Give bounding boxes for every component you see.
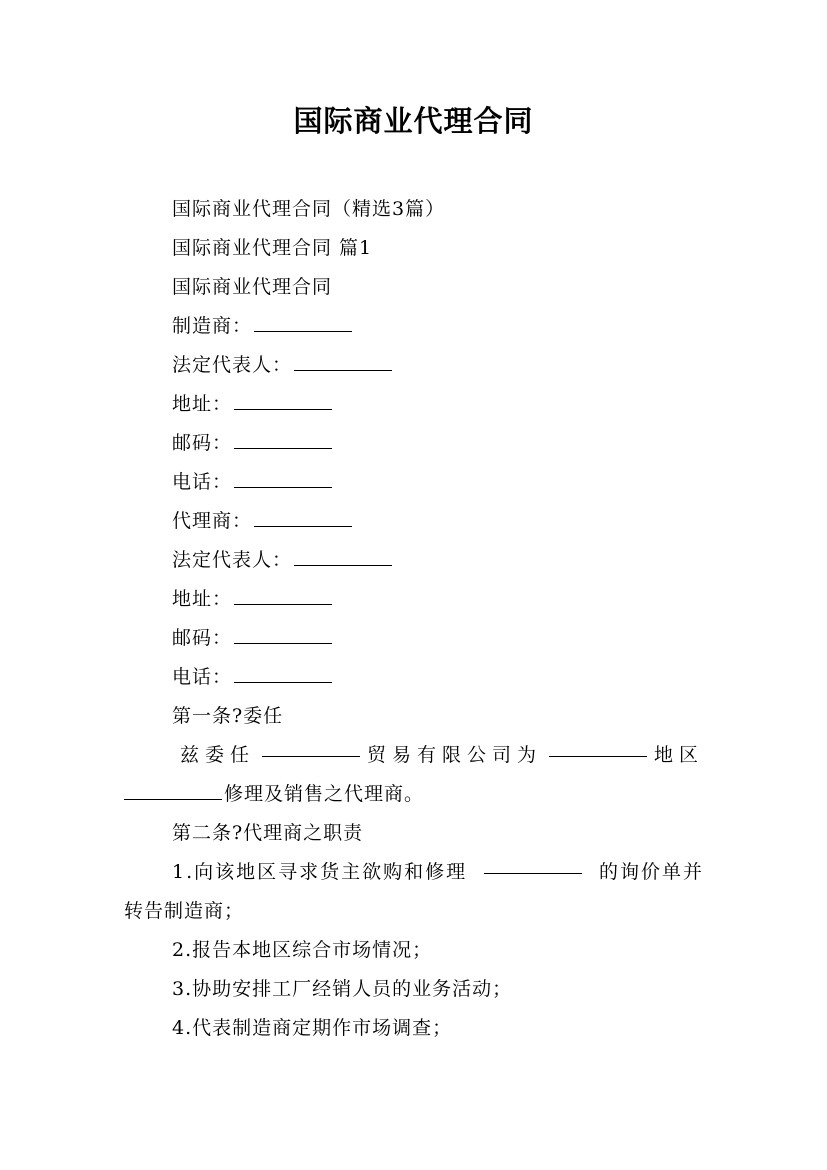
legal-rep-blank-2 — [294, 545, 392, 566]
item1-line-1 — [124, 853, 704, 892]
article1-line-1 — [124, 736, 704, 775]
legal-rep-blank-1 — [294, 350, 392, 371]
address-line-2 — [124, 580, 704, 619]
phone-label-1: 电话： — [172, 471, 233, 493]
address-line-1 — [124, 385, 704, 424]
item3-line: 3.协助安排工厂经销人员的业务活动； — [172, 978, 513, 1000]
postcode-line-1 — [124, 424, 704, 463]
article1-blank-2 — [549, 736, 647, 757]
manufacturer-label: 制造商： — [172, 315, 253, 337]
legal-rep-line-1 — [124, 346, 704, 385]
phone-line-1 — [124, 463, 704, 502]
article1-text-c: 地区 — [653, 744, 704, 766]
article1-text-a: 兹委任 — [180, 744, 256, 766]
manufacturer-blank — [254, 311, 352, 332]
article1-heading: 第一条?委任 — [172, 705, 284, 727]
item2-line: 2.报告本地区综合市场情况； — [172, 939, 433, 961]
postcode-blank-1 — [234, 428, 332, 449]
subtitle-collection: 国际商业代理合同（精选3篇） — [172, 198, 446, 220]
article1-blank-3 — [124, 779, 222, 800]
document-body — [124, 190, 704, 1048]
item4-line: 4.代表制造商定期作市场调查； — [172, 1017, 453, 1039]
item1-text-a: 1.向该地区寻求货主欲购和修理 — [172, 861, 468, 883]
address-label-1: 地址： — [172, 393, 233, 415]
article1-text-d: 修理及销售之代理商。 — [224, 783, 425, 805]
agent-blank — [254, 506, 352, 527]
article2-heading: 第二条?代理商之职责 — [172, 822, 364, 844]
address-blank-2 — [234, 584, 332, 605]
article1-text-b: 贸易有限公司为 — [366, 744, 542, 766]
address-blank-1 — [234, 389, 332, 410]
item1-text-b: 的询价单并 — [598, 861, 704, 883]
article1-blank-1 — [262, 736, 360, 757]
subtitle-part: 国际商业代理合同 篇1 — [172, 237, 373, 259]
postcode-blank-2 — [234, 623, 332, 644]
agent-line — [124, 502, 704, 541]
legal-rep-label-1: 法定代表人： — [172, 354, 293, 376]
phone-label-2: 电话： — [172, 666, 233, 688]
legal-rep-label-2: 法定代表人： — [172, 549, 293, 571]
legal-rep-line-2 — [124, 541, 704, 580]
manufacturer-line — [124, 307, 704, 346]
phone-blank-2 — [234, 662, 332, 683]
item1-line-2: 转告制造商； — [124, 900, 245, 922]
contract-heading: 国际商业代理合同 — [172, 276, 333, 298]
agent-label: 代理商： — [172, 510, 253, 532]
postcode-label-2: 邮码： — [172, 627, 233, 649]
phone-blank-1 — [234, 467, 332, 488]
postcode-label-1: 邮码： — [172, 432, 233, 454]
postcode-line-2 — [124, 619, 704, 658]
item1-blank — [484, 853, 582, 874]
phone-line-2 — [124, 658, 704, 697]
document-title: 国际商业代理合同 — [293, 104, 534, 138]
address-label-2: 地址： — [172, 588, 233, 610]
article1-line-2 — [124, 775, 704, 814]
